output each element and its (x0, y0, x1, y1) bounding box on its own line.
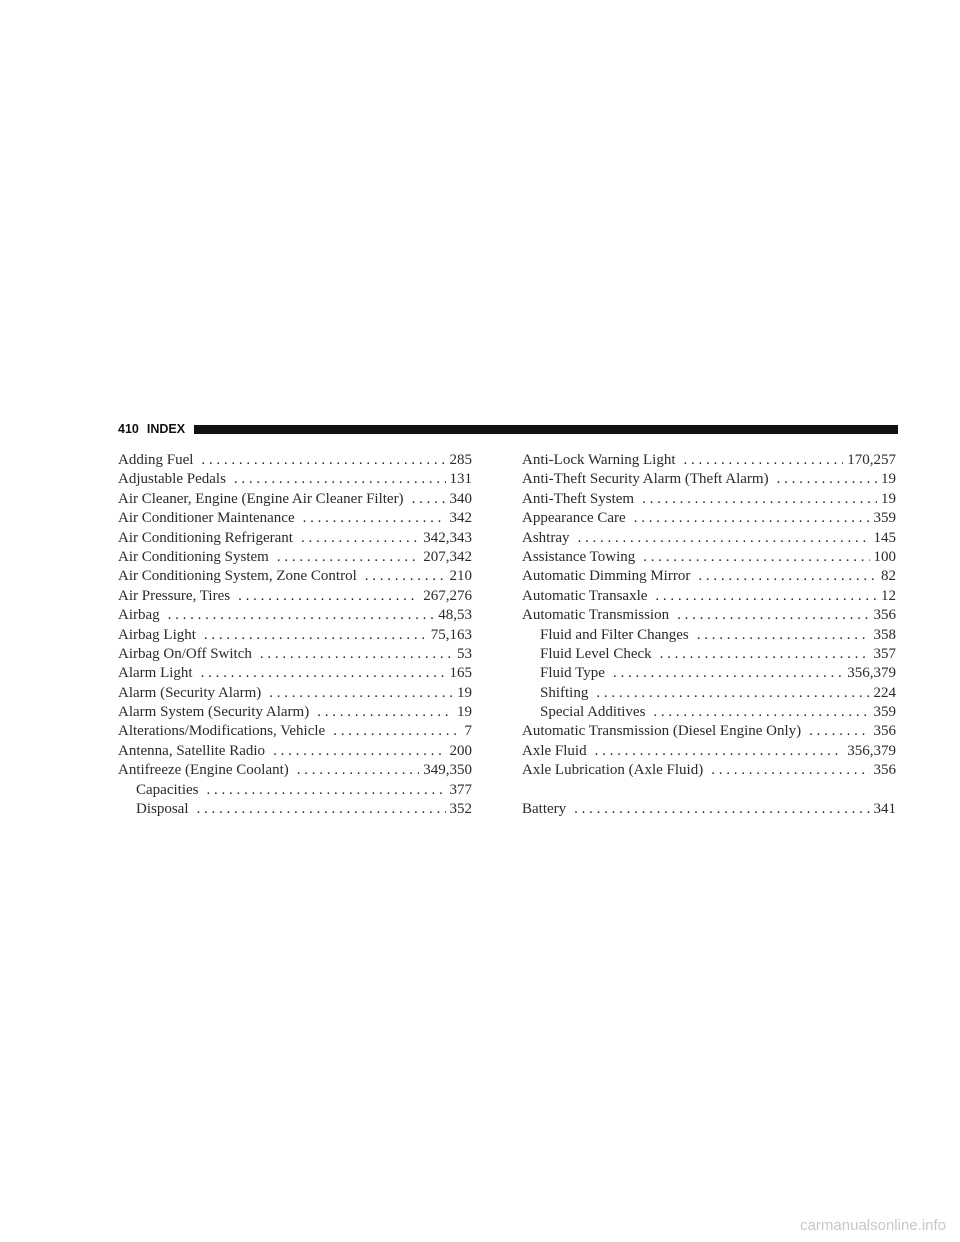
entry-page-number: 224 (873, 684, 896, 701)
dot-leader (204, 626, 427, 645)
entry-page-number: 285 (449, 452, 472, 468)
entry-term: Anti-Theft System (522, 490, 635, 507)
entry-page-number: 356,379 (847, 665, 896, 682)
entry-term: Airbag Light (118, 626, 196, 643)
header-rule (194, 425, 898, 434)
dot-leader (643, 548, 869, 567)
entry-page-number: 357 (873, 645, 896, 662)
entry-term: Adding Fuel (118, 452, 194, 468)
index-entry (118, 451, 472, 470)
dot-leader (697, 626, 870, 645)
entry-term: Airbag (118, 607, 160, 624)
index-entry (522, 529, 896, 548)
index-entry (118, 567, 472, 586)
entry-term: Automatic Transaxle (522, 587, 648, 604)
dot-leader (698, 567, 877, 586)
index-entry (118, 664, 472, 683)
entry-term: Anti-Theft Security Alarm (Theft Alarm) (522, 471, 769, 488)
index-entry (118, 742, 472, 761)
index-subentry (118, 781, 472, 800)
entry-term: Alarm Light (118, 665, 193, 682)
entry-term: Assistance Towing (522, 548, 636, 565)
dot-leader (412, 490, 446, 509)
dot-leader (677, 606, 869, 625)
dot-leader (168, 606, 435, 625)
index-entry (522, 451, 896, 470)
entry-term: Antenna, Satellite Radio (118, 742, 266, 759)
dot-leader (301, 529, 419, 548)
entry-page-number: 7 (464, 723, 472, 740)
index-entry (522, 470, 896, 489)
entry-term: Antifreeze (Engine Coolant) (118, 762, 289, 779)
index-subentry (522, 626, 896, 645)
entry-page-number: 267,276 (423, 587, 472, 604)
dot-leader (684, 451, 844, 470)
entry-page-number: 82 (881, 568, 896, 585)
page-number: 410 (118, 422, 139, 436)
entry-page-number: 356,379 (847, 742, 896, 759)
dot-leader (333, 722, 460, 741)
entry-term: Air Conditioning Refrigerant (118, 529, 293, 546)
entry-page-number: 340 (449, 490, 472, 507)
entry-term: Alarm (Security Alarm) (118, 684, 262, 701)
entry-page-number: 131 (449, 471, 472, 488)
entry-term: Appearance Care (522, 510, 626, 527)
dot-leader (365, 567, 446, 586)
entry-page-number: 19 (881, 490, 896, 507)
dot-leader (234, 470, 446, 489)
page-header (118, 420, 898, 438)
entry-page-number: 342 (449, 510, 472, 527)
index-entry (522, 509, 896, 528)
entry-term: Air Conditioning System, Zone Control (118, 568, 357, 585)
dot-leader (655, 587, 877, 606)
entry-term: Special Additives (540, 704, 646, 721)
entry-page-number: 341 (873, 801, 896, 818)
index-entry (118, 761, 472, 780)
dot-leader (642, 490, 877, 509)
entry-term: Fluid and Filter Changes (540, 626, 689, 643)
dot-leader (809, 722, 869, 741)
dot-leader (201, 664, 446, 683)
entry-term: Ashtray (522, 529, 570, 546)
entry-page-number: 100 (873, 548, 896, 565)
dot-leader (201, 451, 445, 470)
index-entry (522, 567, 896, 586)
entry-page-number: 349,350 (423, 762, 472, 779)
entry-page-number: 48,53 (438, 607, 472, 624)
dot-leader (596, 684, 869, 703)
entry-term: Axle Fluid (522, 742, 587, 759)
dot-leader (269, 684, 453, 703)
index-entry (522, 548, 896, 567)
entry-page-number: 342,343 (423, 529, 472, 546)
index-entry (522, 722, 896, 741)
dot-leader (206, 781, 445, 800)
entry-page-number: 352 (449, 801, 472, 818)
entry-term: Air Cleaner, Engine (Engine Air Cleaner Filter) (118, 490, 404, 507)
dot-leader (578, 529, 870, 548)
dot-leader (197, 800, 446, 819)
entry-page-number: 145 (873, 529, 896, 546)
entry-page-number: 19 (457, 704, 472, 721)
index-entry (522, 800, 896, 819)
entry-term: Automatic Transmission (522, 607, 670, 624)
index-entry (118, 529, 472, 548)
index-subentry (522, 664, 896, 683)
index-subentry (522, 684, 896, 703)
entry-term: Fluid Type (540, 665, 605, 682)
dot-leader (595, 742, 844, 761)
entry-term: Automatic Transmission (Diesel Engine Only) (522, 723, 802, 740)
entry-page-number: 356 (873, 723, 896, 740)
entry-term: Fluid Level Check (540, 645, 652, 662)
entry-term: Battery (522, 801, 567, 818)
dot-leader (317, 703, 453, 722)
index-entry (522, 490, 896, 509)
dot-leader (303, 509, 446, 528)
entry-page-number: 359 (873, 704, 896, 721)
entry-page-number: 170,257 (847, 452, 896, 468)
entry-page-number: 207,342 (423, 548, 472, 565)
index-entry (118, 645, 472, 664)
index-entry (522, 606, 896, 625)
index-entry (118, 548, 472, 567)
index-subentry (522, 703, 896, 722)
entry-page-number: 75,163 (430, 626, 472, 643)
index-entry (118, 587, 472, 606)
entry-page-number: 200 (449, 742, 472, 759)
index-subentry (118, 800, 472, 819)
index-entry (118, 490, 472, 509)
index-entry (118, 722, 472, 741)
entry-term: Alarm System (Security Alarm) (118, 704, 310, 721)
entry-term: Air Conditioning System (118, 548, 269, 565)
entry-term: Axle Lubrication (Axle Fluid) (522, 762, 704, 779)
entry-term: Anti-Lock Warning Light (522, 452, 676, 468)
index-entry (118, 684, 472, 703)
index-entry (522, 587, 896, 606)
entry-page-number: 359 (873, 510, 896, 527)
index-entry (118, 703, 472, 722)
entry-page-number: 53 (457, 645, 472, 662)
index-subentry (522, 645, 896, 664)
dot-leader (260, 645, 453, 664)
entry-page-number: 210 (449, 568, 472, 585)
index-column-right (522, 451, 896, 819)
watermark: carmanualsonline.info (800, 1217, 946, 1234)
dot-leader (711, 761, 869, 780)
entry-page-number: 358 (873, 626, 896, 643)
dot-leader (297, 761, 419, 780)
entry-page-number: 19 (457, 684, 472, 701)
dot-leader (277, 548, 419, 567)
entry-term: Adjustable Pedals (118, 471, 226, 488)
entry-page-number: 19 (881, 471, 896, 488)
section-title: INDEX (146, 422, 186, 436)
entry-term: Disposal (136, 801, 189, 818)
entry-page-number: 356 (873, 762, 896, 779)
entry-page-number: 356 (873, 607, 896, 624)
index-column-left (118, 451, 472, 819)
index-entry (118, 470, 472, 489)
index-entry (522, 761, 896, 780)
entry-term: Shifting (540, 684, 589, 701)
dot-leader (777, 470, 877, 489)
index-entry (522, 742, 896, 761)
entry-page-number: 12 (881, 587, 896, 604)
dot-leader (653, 703, 869, 722)
dot-leader (634, 509, 870, 528)
entry-term: Air Conditioner Maintenance (118, 510, 295, 527)
entry-term: Automatic Dimming Mirror (522, 568, 691, 585)
dot-leader (660, 645, 870, 664)
dot-leader (273, 742, 445, 761)
entry-term: Capacities (136, 781, 199, 798)
index-entry (118, 509, 472, 528)
entry-term: Alterations/Modifications, Vehicle (118, 723, 326, 740)
entry-term: Airbag On/Off Switch (118, 645, 252, 662)
entry-term: Air Pressure, Tires (118, 587, 231, 604)
index-entry (118, 626, 472, 645)
dot-leader (238, 587, 419, 606)
entry-page-number: 165 (449, 665, 472, 682)
index-entry (118, 606, 472, 625)
dot-leader (613, 664, 843, 683)
entry-page-number: 377 (449, 781, 472, 798)
dot-leader (574, 800, 869, 819)
